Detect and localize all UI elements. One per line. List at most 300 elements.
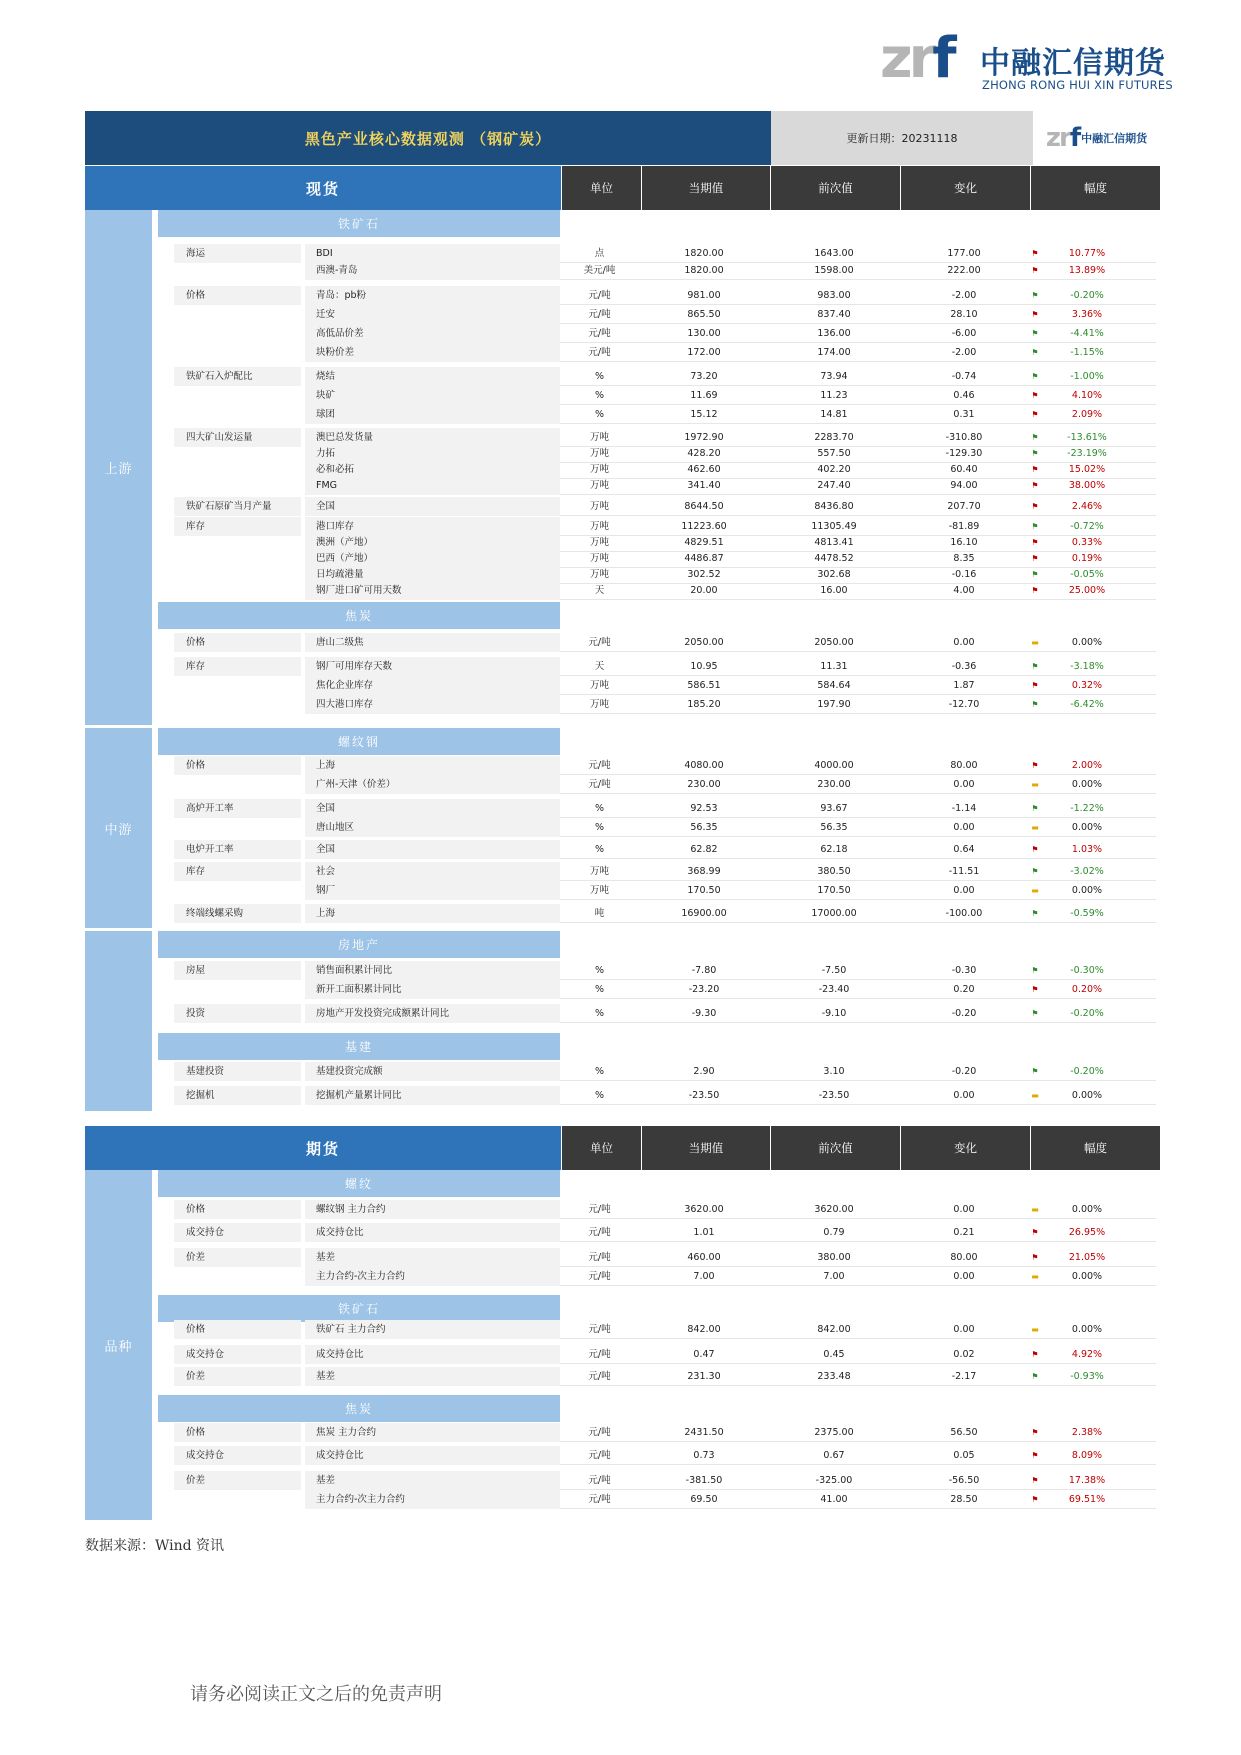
unit-cell: 万吨 <box>589 680 609 691</box>
current-value: 62.82 <box>690 844 718 855</box>
table-row <box>0 961 1241 980</box>
category-cell: 海运 <box>186 248 206 259</box>
flag-icon: ⚑ <box>1031 1476 1039 1485</box>
table-row <box>0 1267 1241 1286</box>
amplitude-value: 8.09% <box>1071 1450 1103 1461</box>
unit-cell: 元/吨 <box>588 1252 611 1263</box>
amplitude-value: -3.02% <box>1070 866 1104 877</box>
amplitude-value: -0.20% <box>1070 1008 1104 1019</box>
change-value: 177.00 <box>947 248 981 259</box>
indicator-cell: 基差 <box>316 1252 336 1263</box>
previous-value: 16.00 <box>820 585 848 596</box>
flag-icon: ⚑ <box>1031 372 1039 381</box>
current-value: 73.20 <box>690 371 718 382</box>
indicator-cell: 烧结 <box>316 371 336 382</box>
flag-icon: ⚑ <box>1031 804 1039 813</box>
change-value: 0.00 <box>953 1271 975 1282</box>
flag-icon: ⚑ <box>1031 1451 1039 1460</box>
previous-value: 93.67 <box>820 803 848 814</box>
col-unit: 单位 <box>562 1126 641 1170</box>
indicator-cell: 主力合约-次主力合约 <box>316 1494 405 1505</box>
flag-icon: ⚑ <box>1031 249 1039 258</box>
current-value: 842.00 <box>687 1324 721 1335</box>
amplitude-value: -0.20% <box>1070 290 1104 301</box>
previous-value: 14.81 <box>820 409 848 420</box>
table-row <box>0 1490 1241 1509</box>
dash-icon: ▬ <box>1031 1205 1039 1214</box>
dash-icon: ▬ <box>1031 823 1039 832</box>
flag-icon: ⚑ <box>1031 291 1039 300</box>
indicator-cell: 房地产开发投资完成额累计同比 <box>316 1008 450 1019</box>
amplitude-value: 0.00% <box>1071 1324 1103 1335</box>
previous-value: 197.90 <box>817 699 851 710</box>
current-value: 8644.50 <box>684 501 724 512</box>
previous-value: 584.64 <box>817 680 851 691</box>
current-value: 20.00 <box>690 585 718 596</box>
indicator-cell: 块矿 <box>316 390 336 401</box>
current-value: 981.00 <box>687 290 721 301</box>
amplitude-value: 0.00% <box>1071 1271 1103 1282</box>
unit-cell: 点 <box>594 248 605 259</box>
current-value: 1820.00 <box>684 265 724 276</box>
flag-icon: ⚑ <box>1031 465 1039 474</box>
table-row <box>0 775 1241 794</box>
change-value: -12.70 <box>948 699 980 710</box>
previous-value: 1598.00 <box>814 265 854 276</box>
category-cell: 库存 <box>186 521 206 532</box>
flag-icon: ⚑ <box>1031 391 1039 400</box>
unit-cell: 元/吨 <box>588 637 611 648</box>
amplitude-value: 0.19% <box>1071 553 1103 564</box>
previous-value: -325.00 <box>815 1475 853 1486</box>
change-value: 0.31 <box>953 409 975 420</box>
amplitude-value: 15.02% <box>1068 464 1106 475</box>
unit-cell: 元/吨 <box>588 1271 611 1282</box>
unit-cell: % <box>594 965 605 976</box>
unit-cell: % <box>594 1066 605 1077</box>
flag-icon: ⚑ <box>1031 681 1039 690</box>
change-value: 94.00 <box>950 480 978 491</box>
flag-icon: ⚑ <box>1031 1067 1039 1076</box>
change-value: 0.00 <box>953 637 975 648</box>
current-value: 0.47 <box>693 1349 715 1360</box>
previous-value: 62.18 <box>820 844 848 855</box>
previous-value: 2050.00 <box>814 637 854 648</box>
table-row <box>0 386 1241 405</box>
previous-value: 56.35 <box>820 822 848 833</box>
previous-value: 983.00 <box>817 290 851 301</box>
unit-cell: 元/吨 <box>588 1475 611 1486</box>
flag-icon: ⚑ <box>1031 985 1039 994</box>
previous-value: 557.50 <box>817 448 851 459</box>
table-row <box>0 581 1241 600</box>
category-cell: 四大矿山发运量 <box>186 432 253 443</box>
indicator-cell: 青岛：pb粉 <box>316 290 367 301</box>
indicator-cell: 高低品价差 <box>316 328 364 339</box>
table-row <box>0 818 1241 837</box>
unit-cell: 万吨 <box>589 699 609 710</box>
group-band: 焦炭 <box>158 1395 560 1422</box>
flag-icon: ⚑ <box>1031 449 1039 458</box>
unit-cell: 元/吨 <box>588 1204 611 1215</box>
indicator-cell: 钢厂进口矿可用天数 <box>316 585 402 596</box>
change-value: 0.64 <box>953 844 975 855</box>
previous-value: 380.00 <box>817 1252 851 1263</box>
change-value: 0.00 <box>953 1324 975 1335</box>
current-value: 1972.90 <box>684 432 724 443</box>
amplitude-value: 0.20% <box>1071 984 1103 995</box>
previous-value: -9.10 <box>821 1008 847 1019</box>
unit-cell: % <box>594 409 605 420</box>
indicator-cell: BDI <box>316 248 333 259</box>
amplitude-value: 2.09% <box>1071 409 1103 420</box>
change-value: 16.10 <box>950 537 978 548</box>
change-value: 0.00 <box>953 885 975 896</box>
category-cell: 挖掘机 <box>186 1090 215 1101</box>
change-value: -2.17 <box>951 1371 977 1382</box>
indicator-cell: 基建投资完成额 <box>316 1066 383 1077</box>
disclaimer: 请务必阅读正文之后的免责声明 <box>190 1684 442 1705</box>
unit-cell: % <box>594 371 605 382</box>
region-label: 品种 <box>85 1170 152 1520</box>
table-row <box>0 695 1241 714</box>
table-row <box>0 286 1241 305</box>
group-band: 螺纹 <box>158 1170 560 1197</box>
indicator-cell: 迁安 <box>316 309 336 320</box>
current-value: 7.00 <box>693 1271 715 1282</box>
indicator-cell: 球团 <box>316 409 336 420</box>
table-row <box>0 497 1241 516</box>
table-row <box>0 1062 1241 1081</box>
current-value: 130.00 <box>687 328 721 339</box>
flag-icon: ⚑ <box>1031 867 1039 876</box>
category-cell: 高炉开工率 <box>186 803 234 814</box>
current-value: 341.40 <box>687 480 721 491</box>
spot-section-label: 现货 <box>85 166 561 210</box>
indicator-cell: 螺纹钢 主力合约 <box>316 1204 386 1215</box>
current-value: -381.50 <box>685 1475 723 1486</box>
amplitude-value: 2.46% <box>1071 501 1103 512</box>
group-band: 铁矿石 <box>158 210 560 237</box>
amplitude-value: -1.15% <box>1070 347 1104 358</box>
unit-cell: 万吨 <box>589 521 609 532</box>
flag-icon: ⚑ <box>1031 410 1039 419</box>
table-row <box>0 1200 1241 1219</box>
flag-icon: ⚑ <box>1031 522 1039 531</box>
flag-icon: ⚑ <box>1031 909 1039 918</box>
previous-value: 3.10 <box>823 1066 845 1077</box>
region-label: 上游 <box>85 210 152 725</box>
unit-cell: % <box>594 1008 605 1019</box>
previous-value: 11.31 <box>820 661 848 672</box>
indicator-cell: 成交持仓比 <box>316 1349 364 1360</box>
title-bar <box>85 111 1160 165</box>
indicator-cell: 成交持仓比 <box>316 1227 364 1238</box>
unit-cell: 元/吨 <box>588 760 611 771</box>
flag-icon: ⚑ <box>1031 433 1039 442</box>
col-amplitude: 幅度 <box>1031 166 1160 210</box>
col-current: 当期值 <box>642 1126 770 1170</box>
current-value: -23.50 <box>688 1090 720 1101</box>
table-row <box>0 633 1241 652</box>
col-previous: 前次值 <box>771 166 900 210</box>
indicator-cell: 成交持仓比 <box>316 1450 364 1461</box>
current-value: 865.50 <box>687 309 721 320</box>
category-cell: 价格 <box>186 760 206 771</box>
amplitude-value: -0.20% <box>1070 1066 1104 1077</box>
table-row <box>0 261 1241 280</box>
change-value: -0.20 <box>951 1066 977 1077</box>
current-value: 56.35 <box>690 822 718 833</box>
amplitude-value: 21.05% <box>1068 1252 1106 1263</box>
flag-icon: ⚑ <box>1031 1009 1039 1018</box>
dash-icon: ▬ <box>1031 780 1039 789</box>
dash-icon: ▬ <box>1031 1325 1039 1334</box>
change-value: -0.16 <box>951 569 977 580</box>
amplitude-value: -0.59% <box>1070 908 1104 919</box>
current-value: 368.99 <box>687 866 721 877</box>
amplitude-value: 25.00% <box>1068 585 1106 596</box>
flag-icon: ⚑ <box>1031 1428 1039 1437</box>
indicator-cell: 全国 <box>316 501 336 512</box>
indicator-cell: 焦化企业库存 <box>316 680 374 691</box>
table-row <box>0 881 1241 900</box>
unit-cell: 万吨 <box>589 553 609 564</box>
flag-icon: ⚑ <box>1031 966 1039 975</box>
category-cell: 价格 <box>186 637 206 648</box>
current-value: 4080.00 <box>684 760 724 771</box>
table-row <box>0 1248 1241 1267</box>
amplitude-value: 13.89% <box>1068 265 1106 276</box>
indicator-cell: 四大港口库存 <box>316 699 374 710</box>
region-label: 中游 <box>85 728 152 928</box>
category-cell: 库存 <box>186 661 206 672</box>
indicator-cell: 主力合约-次主力合约 <box>316 1271 405 1282</box>
previous-value: 4000.00 <box>814 760 854 771</box>
unit-cell: 元/吨 <box>588 1427 611 1438</box>
current-value: 586.51 <box>687 680 721 691</box>
unit-cell: 元/吨 <box>588 290 611 301</box>
flag-icon: ⚑ <box>1031 1495 1039 1504</box>
table-row <box>0 476 1241 495</box>
small-logo <box>1033 111 1160 165</box>
indicator-cell: 新开工面积累计同比 <box>316 984 402 995</box>
current-value: 11223.60 <box>681 521 727 532</box>
flag-icon: ⚑ <box>1031 570 1039 579</box>
table-row <box>0 862 1241 881</box>
current-value: 11.69 <box>690 390 718 401</box>
small-logo-text: 中融汇信期货 <box>1081 132 1148 145</box>
current-value: 1820.00 <box>684 248 724 259</box>
table-row <box>0 1320 1241 1339</box>
change-value: -2.00 <box>951 290 977 301</box>
change-value: 60.40 <box>950 464 978 475</box>
current-value: 4486.87 <box>684 553 724 564</box>
previous-value: 73.94 <box>820 371 848 382</box>
table-row <box>0 1345 1241 1364</box>
indicator-cell: 销售面积累计同比 <box>316 965 393 976</box>
spot-header-row <box>85 166 1160 210</box>
data-source: 数据来源：Wind 资讯 <box>85 1538 225 1554</box>
indicator-cell: 全国 <box>316 803 336 814</box>
indicator-cell: FMG <box>316 480 338 491</box>
previous-value: 0.79 <box>823 1227 845 1238</box>
change-value: -0.36 <box>951 661 977 672</box>
indicator-cell: 澳洲（产地） <box>316 537 374 548</box>
category-cell: 投资 <box>186 1008 206 1019</box>
amplitude-value: -0.72% <box>1070 521 1104 532</box>
flag-icon: ⚑ <box>1031 329 1039 338</box>
previous-value: -23.50 <box>818 1090 850 1101</box>
current-value: 460.00 <box>687 1252 721 1263</box>
change-value: 0.00 <box>953 1090 975 1101</box>
change-value: 56.50 <box>950 1427 978 1438</box>
table-row <box>0 904 1241 923</box>
indicator-cell: 广州-天津（价差） <box>316 779 396 790</box>
indicator-cell: 基差 <box>316 1475 336 1486</box>
flag-icon: ⚑ <box>1031 662 1039 671</box>
flag-icon: ⚑ <box>1031 481 1039 490</box>
indicator-cell: 港口库存 <box>316 521 355 532</box>
previous-value: 11305.49 <box>811 521 857 532</box>
change-value: -1.14 <box>951 803 977 814</box>
col-current: 当期值 <box>642 166 770 210</box>
amplitude-value: 0.00% <box>1071 1204 1103 1215</box>
amplitude-value: 26.95% <box>1068 1227 1106 1238</box>
category-cell: 价格 <box>186 1204 206 1215</box>
change-value: -56.50 <box>948 1475 980 1486</box>
indicator-cell: 唐山二级焦 <box>316 637 364 648</box>
change-value: -2.00 <box>951 347 977 358</box>
change-value: 222.00 <box>947 265 981 276</box>
previous-value: 2283.70 <box>814 432 854 443</box>
previous-value: 3620.00 <box>814 1204 854 1215</box>
current-value: -7.80 <box>691 965 717 976</box>
current-value: 16900.00 <box>681 908 727 919</box>
table-row <box>0 1446 1241 1465</box>
indicator-cell: 澳巴总发货量 <box>316 432 374 443</box>
amplitude-value: 4.10% <box>1071 390 1103 401</box>
group-band: 螺纹钢 <box>158 728 560 755</box>
unit-cell: 元/吨 <box>588 347 611 358</box>
flag-icon: ⚑ <box>1031 700 1039 709</box>
category-cell: 价差 <box>186 1252 206 1263</box>
amplitude-value: 0.00% <box>1071 885 1103 896</box>
amplitude-value: 0.00% <box>1071 822 1103 833</box>
current-value: -9.30 <box>691 1008 717 1019</box>
change-value: 0.00 <box>953 822 975 833</box>
previous-value: 380.50 <box>817 866 851 877</box>
amplitude-value: 17.38% <box>1068 1475 1106 1486</box>
change-value: -129.30 <box>945 448 983 459</box>
indicator-cell: 日均疏港量 <box>316 569 364 580</box>
unit-cell: 元/吨 <box>588 1349 611 1360</box>
amplitude-value: -0.93% <box>1070 1371 1104 1382</box>
brand-name-en: ZHONG RONG HUI XIN FUTURES <box>982 78 1173 92</box>
unit-cell: 元/吨 <box>588 1450 611 1461</box>
category-cell: 价差 <box>186 1371 206 1382</box>
current-value: 69.50 <box>690 1494 718 1505</box>
change-value: -81.89 <box>948 521 980 532</box>
table-row <box>0 676 1241 695</box>
current-value: 2.90 <box>693 1066 715 1077</box>
amplitude-value: -0.30% <box>1070 965 1104 976</box>
unit-cell: 元/吨 <box>588 1371 611 1382</box>
futures-header-row <box>85 1126 1160 1170</box>
amplitude-value: 69.51% <box>1068 1494 1106 1505</box>
change-value: 1.87 <box>953 680 975 691</box>
amplitude-value: -1.00% <box>1070 371 1104 382</box>
futures-section-label: 期货 <box>85 1126 561 1170</box>
category-cell: 价格 <box>186 290 206 301</box>
unit-cell: 万吨 <box>589 432 609 443</box>
unit-cell: % <box>594 844 605 855</box>
change-value: 0.21 <box>953 1227 975 1238</box>
category-cell: 成交持仓 <box>186 1450 225 1461</box>
indicator-cell: 社会 <box>316 866 336 877</box>
dash-icon: ▬ <box>1031 1091 1039 1100</box>
amplitude-value: 2.00% <box>1071 760 1103 771</box>
flag-icon: ⚑ <box>1031 1253 1039 1262</box>
amplitude-value: 0.00% <box>1071 779 1103 790</box>
previous-value: 0.45 <box>823 1349 845 1360</box>
amplitude-value: 10.77% <box>1068 248 1106 259</box>
amplitude-value: 1.03% <box>1071 844 1103 855</box>
unit-cell: % <box>594 803 605 814</box>
unit-cell: 万吨 <box>589 537 609 548</box>
current-value: 172.00 <box>687 347 721 358</box>
amplitude-value: 4.92% <box>1071 1349 1103 1360</box>
change-value: 4.00 <box>953 585 975 596</box>
category-cell: 房屋 <box>186 965 206 976</box>
change-value: -0.20 <box>951 1008 977 1019</box>
amplitude-value: -13.61% <box>1067 432 1107 443</box>
previous-value: 247.40 <box>817 480 851 491</box>
previous-value: 41.00 <box>820 1494 848 1505</box>
unit-cell: 万吨 <box>589 464 609 475</box>
previous-value: 1643.00 <box>814 248 854 259</box>
flag-icon: ⚑ <box>1031 1372 1039 1381</box>
brand-mark: zrf <box>880 26 953 91</box>
amplitude-value: -3.18% <box>1070 661 1104 672</box>
change-value: -0.74 <box>951 371 977 382</box>
table-row <box>0 756 1241 775</box>
category-cell: 成交持仓 <box>186 1349 225 1360</box>
indicator-cell: 基差 <box>316 1371 336 1382</box>
amplitude-value: 0.00% <box>1071 637 1103 648</box>
unit-cell: % <box>594 984 605 995</box>
current-value: 230.00 <box>687 779 721 790</box>
unit-cell: 万吨 <box>589 885 609 896</box>
current-value: -23.20 <box>688 984 720 995</box>
category-cell: 价格 <box>186 1324 206 1335</box>
flag-icon: ⚑ <box>1031 502 1039 511</box>
small-logo-mark: zrf <box>1045 123 1080 153</box>
indicator-cell: 巴西（产地） <box>316 553 374 564</box>
group-band: 房地产 <box>158 931 560 958</box>
category-cell: 电炉开工率 <box>186 844 234 855</box>
group-band: 基建 <box>158 1033 560 1060</box>
amplitude-value: 2.38% <box>1071 1427 1103 1438</box>
unit-cell: 元/吨 <box>588 1494 611 1505</box>
current-value: 0.73 <box>693 1450 715 1461</box>
indicator-cell: 钢厂可用库存天数 <box>316 661 393 672</box>
category-cell: 基建投资 <box>186 1066 225 1077</box>
amplitude-value: 38.00% <box>1068 480 1106 491</box>
change-value: -100.00 <box>945 908 983 919</box>
table-row <box>0 405 1241 424</box>
indicator-cell: 上海 <box>316 908 336 919</box>
